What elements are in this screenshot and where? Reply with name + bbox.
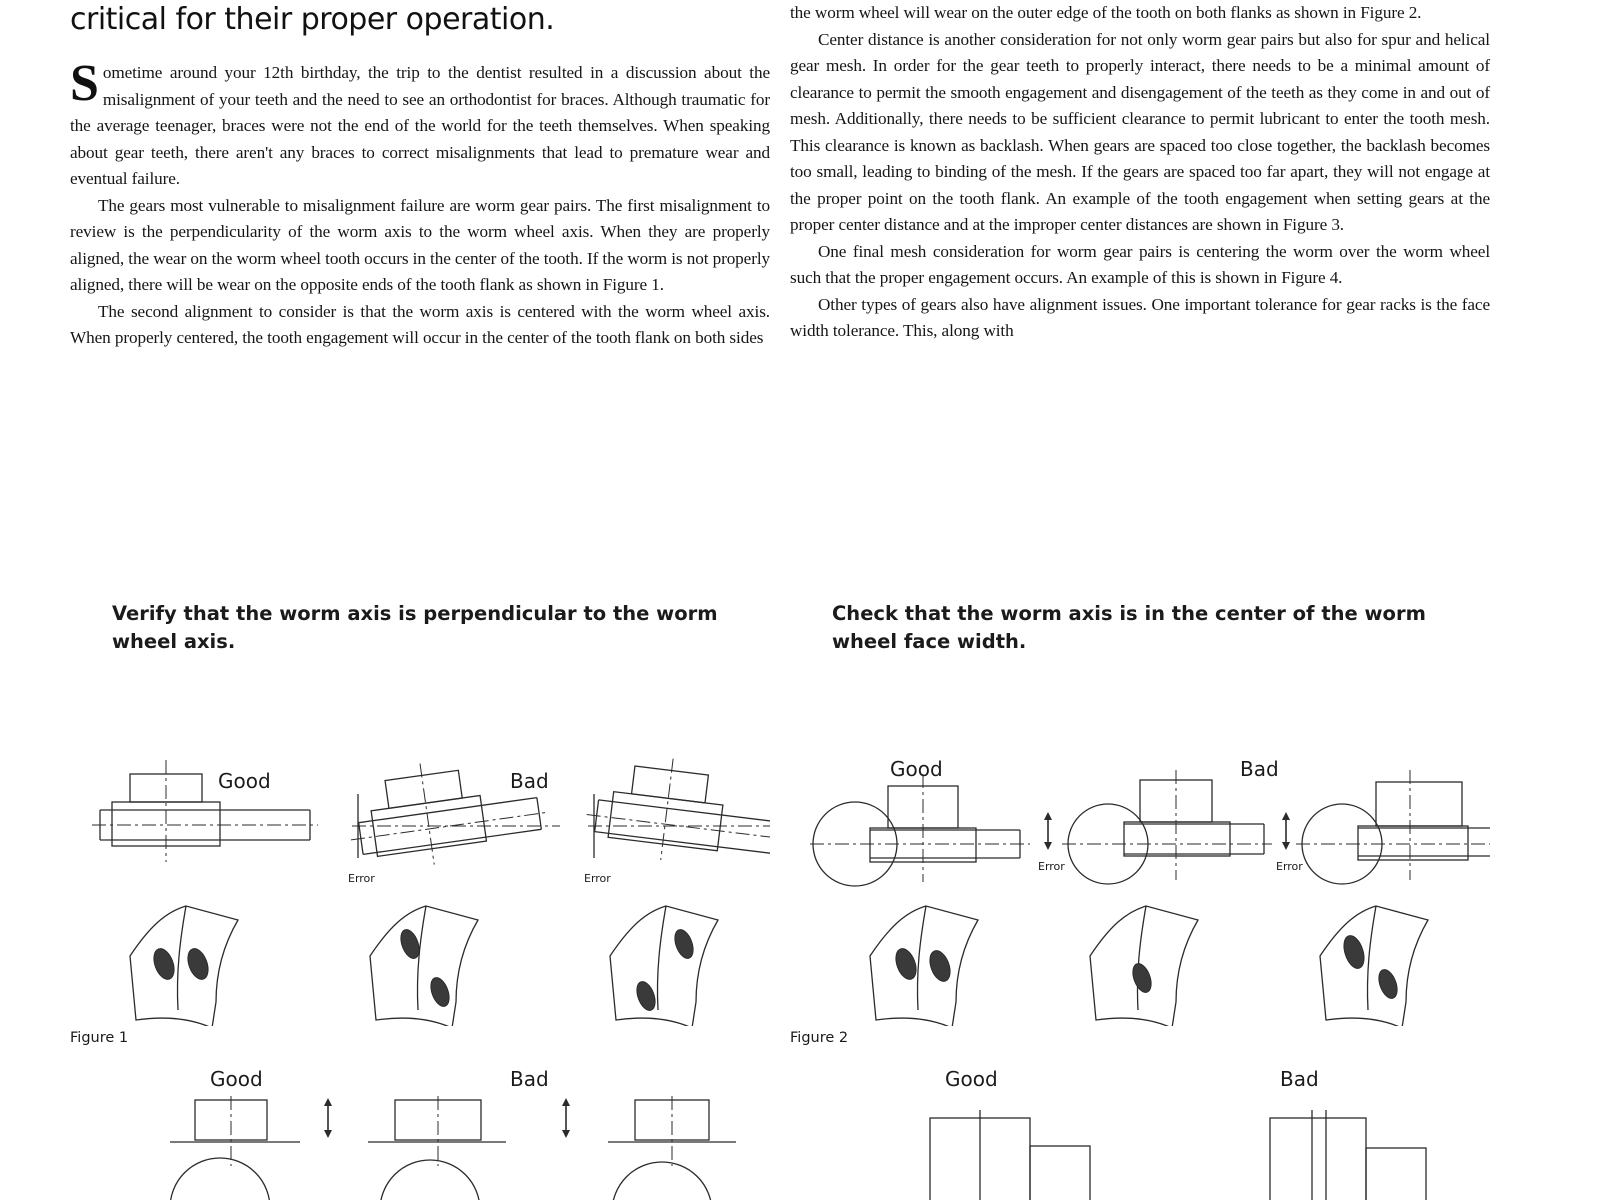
- paragraph-right-4: Other types of gears also have alignment issues. One important tolerance for gear racks is the face width tolerance. This, along with: [790, 294, 1490, 340]
- left-text-column: [70, 0, 770, 352]
- right-text-column: [790, 0, 1490, 345]
- figure-3: [70, 1058, 770, 1200]
- paragraph-left-1: [70, 55, 770, 193]
- paragraph-left-2: The gears most vulnerable to misalignment failure are worm gear pairs. The first misalignment to review is the perpendicularity of the worm axis to the worm wheel axis. When they are properly aligned, the wear on the worm wheel tooth occurs in the center of the tooth. If the worm is not properly aligned, there will be wear on the opposite ends of the tooth flank as shown in Figure 1.: [70, 195, 770, 294]
- figure-2-drawing: [790, 666, 1490, 1026]
- svg-text:Bad: Bad: [510, 1067, 549, 1091]
- figure-2-label: Figure 2: [790, 1030, 849, 1046]
- figure-1-drawing: [70, 666, 770, 1026]
- paragraph-left-3: The second alignment to consider is that the worm axis is centered with the worm wheel axis. When properly centered, the tooth engagement will occur in the center of the tooth flank on both sides: [70, 301, 770, 347]
- svg-text:Bad: Bad: [1280, 1067, 1319, 1091]
- figure-1: [70, 600, 770, 1046]
- svg-text:Error: Error: [1038, 860, 1065, 873]
- figure-1-label: Figure 1: [70, 1030, 129, 1046]
- drop-cap: S: [70, 55, 99, 112]
- figure-1-caption: Verify that the worm axis is perpendicular to the worm wheel axis.: [112, 602, 718, 653]
- svg-text:Good: Good: [945, 1067, 998, 1091]
- svg-text:Good: Good: [890, 757, 943, 781]
- page-headline: critical for their proper operation.: [70, 2, 555, 37]
- figure-4-drawing: [790, 1058, 1490, 1200]
- figure-3-drawing: [70, 1058, 770, 1200]
- figure-4: [790, 1058, 1490, 1200]
- paragraph-right-3: One final mesh consideration for worm gear pairs is centering the worm over the worm wheel such that the proper engagement occurs. An example of this is shown in Figure 4.: [790, 241, 1490, 287]
- svg-text:Good: Good: [218, 769, 271, 793]
- svg-text:Good: Good: [210, 1067, 263, 1091]
- svg-text:Error: Error: [348, 872, 375, 885]
- svg-text:Error: Error: [584, 872, 611, 885]
- svg-text:Error: Error: [1276, 860, 1303, 873]
- svg-text:Bad: Bad: [510, 769, 549, 793]
- paragraph-right-1: the worm wheel will wear on the outer edge of the tooth on both flanks as shown in Figure 2.: [790, 3, 1422, 22]
- paragraph-right-2: Center distance is another consideration for not only worm gear pairs but also for spur and helical gear mesh. In order for the gear teeth to properly interact, there needs to be a minimal amount of clearance to permit the smooth engagement and disengagement of the teeth as they come in and out of mesh. Additionally, there needs to be sufficient clearance to permit lubricant to enter the tooth mesh. This clearance is known as backlash. When gears are spaced too close together, the backlash becomes too small, leading to binding of the mesh. If the gears are spaced too far apart, they will not engage at the proper point on the tooth flank. An example of the tooth engagement when setting gears at the proper center distance and at the improper center distances are shown in Figure 3.: [790, 29, 1490, 234]
- paragraph-left-1-text: ometime around your 12th birthday, the trip to the dentist resulted in a discussion about the misalignment of your teeth and the need to see an orthodontist for braces. Although traumatic for the average teenager, braces were not the end of the world for the teeth themselves. When speaking about gear teeth, there aren't any braces to correct misalignments that lead to premature wear and eventual failure.: [70, 63, 770, 188]
- figure-2: [790, 600, 1490, 1046]
- svg-text:Bad: Bad: [1240, 757, 1279, 781]
- figure-2-caption: Check that the worm axis is in the center of the worm wheel face width.: [832, 602, 1426, 653]
